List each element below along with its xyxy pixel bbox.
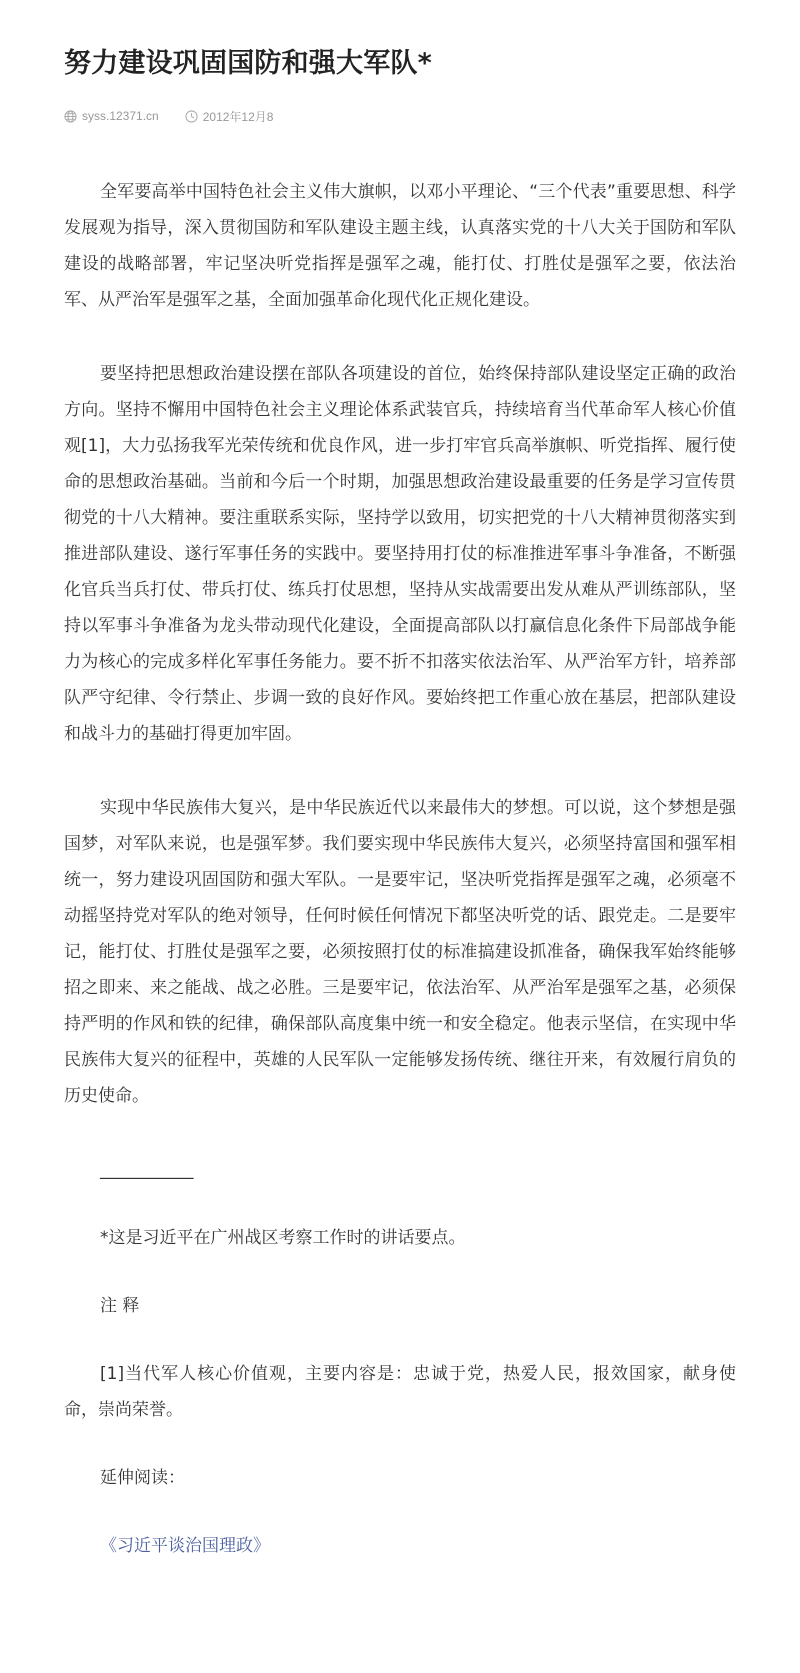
footnote-star: *这是习近平在广州战区考察工作时的讲话要点。 xyxy=(100,1228,466,1248)
further-reading-label: 延伸阅读： xyxy=(100,1468,185,1488)
clock-icon xyxy=(185,110,198,123)
globe-icon xyxy=(64,110,77,123)
further-reading-link[interactable]: 《习近平谈治国理政》 xyxy=(100,1536,270,1556)
note-1: [1]当代军人核心价值观，主要内容是：忠诚于党，热爱人民，报效国家，献身使命，崇尚荣誉。 xyxy=(64,1364,736,1420)
article-title: 努力建设巩固国防和强大军队* xyxy=(64,48,432,79)
paragraph-1: 全军要高举中国特色社会主义伟大旗帜，以邓小平理论、“三个代表”重要思想、科学发展观为指导，深入贯彻国防和军队建设主题主线，认真落实党的十八大关于国防和军队建设的战略部署，牢记坚决听党指挥是强军之魂，能打仗、打胜仗是强军之要，依法治军、从严治军是强军之基，全面加强革命化现代化正规化建设。 xyxy=(64,182,736,310)
source-meta xyxy=(64,109,159,123)
footnote-divider: ___________ xyxy=(100,1160,194,1180)
paragraph-3: 实现中华民族伟大复兴，是中华民族近代以来最伟大的梦想。可以说，这个梦想是强国梦，对军队来说，也是强军梦。我们要实现中华民族伟大复兴，必须坚持富国和强军相统一，努力建设巩固国防和强大军队。一是要牢记，坚决听党指挥是强军之魂，必须毫不动摇坚持党对军队的绝对领导，任何时候任何情况下都坚决听党的话、跟党走。二是要牢记，能打仗、打胜仗是强军之要，必须按照打仗的标准搞建设抓准备，确保我军始终能够招之即来、来之能战、战之必胜。三是要牢记，依法治军、从严治军是强军之基，必须保持严明的作风和铁的纪律，确保部队高度集中统一和安全稳定。他表示坚信，在实现中华民族伟大复兴的征程中，英雄的人民军队一定能够发扬传统、继往开来，有效履行肩负的历史使命。 xyxy=(64,798,736,1106)
source-text: syss.12371.cn xyxy=(82,109,159,123)
article-meta xyxy=(64,106,736,126)
date-text: 2012年12月8 xyxy=(202,109,274,124)
article-body xyxy=(64,174,736,1564)
notes-heading: 注 释 xyxy=(100,1296,140,1316)
date-meta xyxy=(185,108,274,125)
further-reading-item xyxy=(64,1528,736,1564)
paragraph-2: 要坚持把思想政治建设摆在部队各项建设的首位，始终保持部队建设坚定正确的政治方向。坚持不懈用中国特色社会主义理论体系武装官兵，持续培育当代革命军人核心价值观[1]，大力弘扬我军光荣传统和优良作风，进一步打牢官兵高举旗帜、听党指挥、履行使命的思想政治基础。当前和今后一个时期，加强思想政治建设最重要的任务是学习宣传贯彻党的十八大精神。要注重联系实际，坚持学以致用，切实把党的十八大精神贯彻落实到推进部队建设、遂行军事任务的实践中。要坚持用打仗的标准推进军事斗争准备，不断强化官兵当兵打仗、带兵打仗、练兵打仗思想，坚持从实战需要出发从难从严训练部队，坚持以军事斗争准备为龙头带动现代化建设，全面提高部队以打赢信息化条件下局部战争能力为核心的完成多样化军事任务能力。要不折不扣落实依法治军、从严治军方针，培养部队严守纪律、令行禁止、步调一致的良好作风。要始终把工作重心放在基层，把部队建设和战斗力的基础打得更加牢固。 xyxy=(64,364,736,744)
